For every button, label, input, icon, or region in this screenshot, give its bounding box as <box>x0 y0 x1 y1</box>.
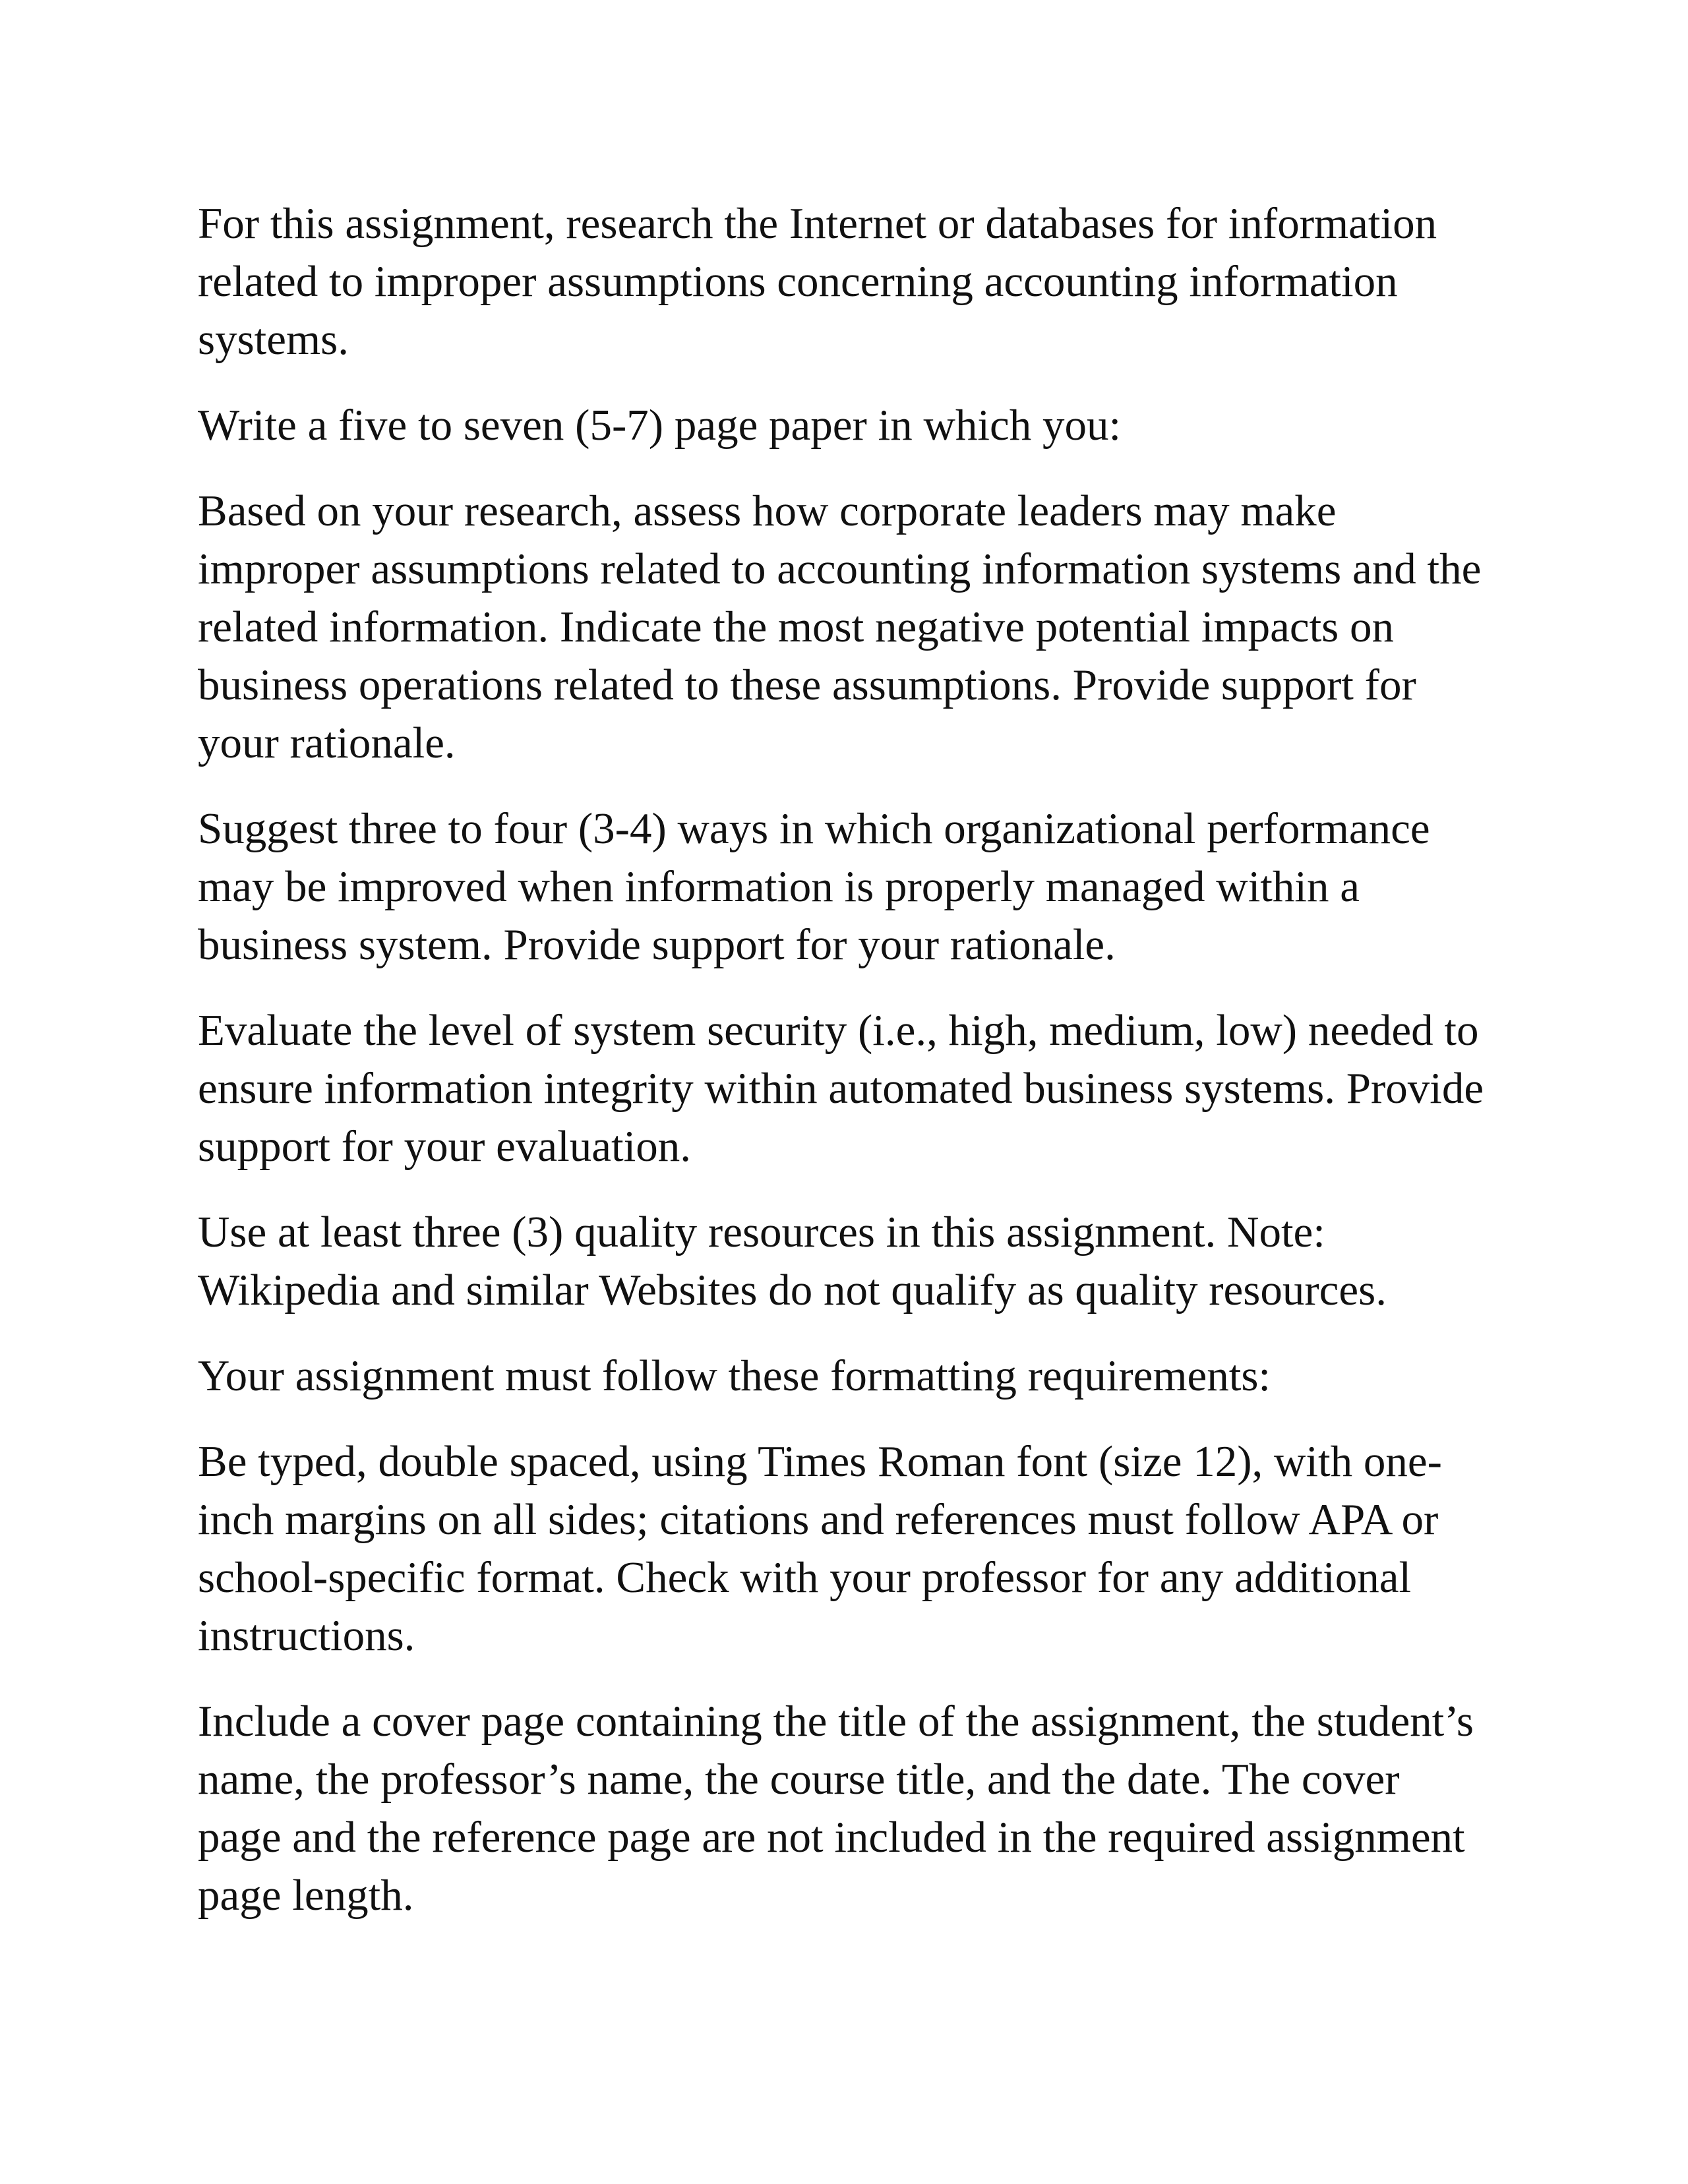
paragraph-intro: For this assignment, research the Internet or databases for information related to improper assumptions concerning accounting information systems. <box>198 199 1437 364</box>
paragraph-evaluate-security: Evaluate the level of system security (i.e., high, medium, low) needed to ensure information integrity within automated business systems. Provide support for your evaluation. <box>198 1006 1484 1171</box>
paragraph-assess-assumptions: Based on your research, assess how corporate leaders may make improper assumptions related to accounting information systems and the related information. Indicate the most negative potential impacts on business operations related to these assumptions. Provide support for your rationale. <box>198 487 1482 767</box>
paragraph-formatting-heading: Your assignment must follow these formatting requirements: <box>198 1351 1271 1400</box>
paragraph-resources: Use at least three (3) quality resources in this assignment. Note: Wikipedia and similar Websites do not qualify as quality resources. <box>198 1208 1387 1314</box>
paragraph-cover-page: Include a cover page containing the title of the assignment, the student’s name, the professor’s name, the course title, and the date. The cover page and the reference page are not included in the required assignment page length. <box>198 1697 1474 1920</box>
document-body <box>198 194 1503 1952</box>
paragraph-suggest-improvements: Suggest three to four (3-4) ways in which organizational performance may be improved when information is properly managed within a business system. Provide support for your rationale. <box>198 804 1430 969</box>
paragraph-task-instruction: Write a five to seven (5-7) page paper in which you: <box>198 401 1122 450</box>
paragraph-formatting-typed: Be typed, double spaced, using Times Roman font (size 12), with one- inch margins on all sides; citations and references must follow APA or school-specific format. Check with your professor for any additional instructions. <box>198 1437 1442 1660</box>
